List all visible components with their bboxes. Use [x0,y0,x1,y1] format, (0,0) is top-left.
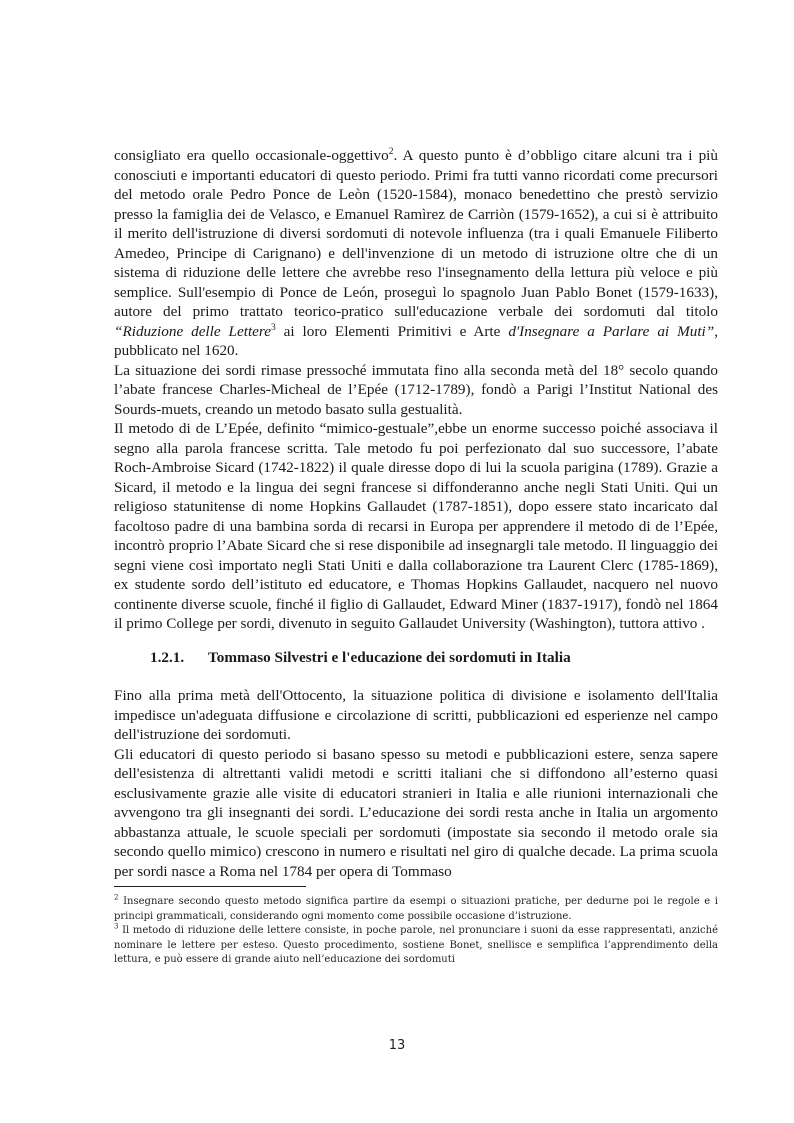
section-title: Tommaso Silvestri e l'educazione dei sordomuti in Italia [208,649,571,666]
paragraph-history-oral-method [114,146,718,361]
footnote-3-text: Il metodo di riduzione delle lettere consiste, in poche parole, nel pronunciare i suoni da esse rappresentati, anziché nominare le lettere per esteso. Questo procedimento, sostiene Bonet, snellisce e semplifica l’apprendimento della lettura, e può essere di grande aiuto nell’educazione dei sordomuti [114,925,718,965]
paragraph-ottocento: Fino alla prima metà dell'Ottocento, la situazione politica di divisione e isolamento dell'Italia impedisce un'adeguata diffusione e circolazione di scritti, pubblicazioni ed esperienze nel campo dell'istruzione dei sordomuti. [114,687,718,743]
book-title-riduzione-end: ere [252,322,272,340]
footnote-2-mark: 2 [114,893,119,902]
paragraph-epee: La situazione dei sordi rimase pressoché immutata fino alla seconda metà del 18° secolo quando l’abate francese Charles-Micheal de l’Epée (1712-1789), fondò a Parigi l’Institut National des Sourds-muets, creando un metodo basato sulla gestualità. [114,361,718,418]
page-number: 13 [388,1038,406,1053]
footnote-2 [114,895,718,924]
footnote-separator [114,886,306,887]
text-run: ai loro Elementi Primitivi e Arte [275,322,509,340]
text-run: consigliato era quello occasionale-oggettivo [114,147,389,164]
section-number: 1.2.1. [150,649,185,666]
footnote-2-text: Insegnare secondo questo metodo significa partire da esempi o situazioni pratiche, per dedurne poi le regole e i principi grammaticali, considerando ogni momento come possibile occasione d’istruzione. [114,896,718,922]
footnote-ref-3[interactable]: 3 [271,322,276,333]
paragraph-educatori: Gli educatori di questo periodo si basano spesso su metodi e pubblicazioni estere, senza sapere dell'esistenza di altrettanti validi metodi e scritti italiani che si diffondono all’esterno quasi esclusivamente grazie alle visite di educatori stranieri in Italia e alle riunioni internazionali che avvengono tra gli insegnanti dei sordi. L’educazione dei sordi resta anche in Italia un argomento abbastanza attuale, le scuole speciali per sordomuti (impostate sia secondo il metodo orale sia secondo quello mimico) crescono in numero e risultati nel giro di qualche decade. La prima scuola per sordi nasce a Roma nel 1784 per opera di Tommaso [114,745,718,880]
footnotes [114,895,718,968]
text-run: . A questo punto è d’obbligo citare alcuni tra i più conosciuti e importanti educatori di questo periodo. Primi fra tutti vanno ricordati come precursori del metodo orale Pedro Ponce de Leòn (1520-1584), monaco benedettino che prestò servizio presso la famiglia dei de Velasco, e Emanuel Ramìrez de Carriòn (1579-1652), a cui si è attribuito il merito dell'istruzione di diversi sordomuti di notevole influenza (tra i quali Emanuele Filiberto Amedeo, Principe di Carignano) e dell'invenzione di un metodo di istruzione oltre che di un sistema di riduzione delle lettere che avrebbe reso l'insegnamento della lettura più veloce e più semplice. Sull'esempio di Ponce de León, proseguì lo spagnolo Juan Pablo Bonet (1579-1633), autore del primo trattato teorico-pratico sull'educazione verbale dei sordomuti dal titolo [114,147,718,320]
footnote-3-mark: 3 [114,922,119,931]
text-run: , pubblicato nel 1620. [114,322,718,359]
section-text [114,686,718,881]
footnote-3 [114,924,718,968]
book-title-riduzione: “Riduzione delle Lett [114,322,253,340]
book-title-arte: d'Insegnare a Parlare ai Muti” [508,322,715,340]
paragraph-mimico-gestuale: Il metodo di de L’Epée, definito “mimico-gestuale”,ebbe un enorme successo poiché associava il segno alla parola francese scritta. Tale metodo fu poi perfezionato dal suo successore, l’abate Roch-Ambroise Sicard (1742-1822) il quale diresse dopo di lui la scuola parigina (1789). Grazie a Sicard, il metodo e la lingua dei segni francese si diffonderanno anche negli Stati Uniti. Qui un religioso statunitense di nome Hopkins Gallaudet (1787-1851), dopo essere stato incaricato dal facoltoso padre di una bambina sorda di recarsi in Europa per apprendere il metodo di de l’Epée, incontrò proprio l’Abate Sicard che si rese disponibile ad insegnargli tale metodo. Il linguaggio dei segni viene così importato negli Stati Uniti e dalla collaborazione tra Laurent Clerc (1785-1869), ex studente sordo dell’istituto ed educatore, e Thomas Hopkins Gallaudet, nacquero nel nuovo continente diverse scuole, finché il figlio di Gallaudet, Edward Miner (1837-1917), fondò nel 1864 il primo College per sordi, divenuto in seguito Gallaudet University (Washington), tuttora attivo . [114,420,718,632]
footnote-ref-2[interactable]: 2 [388,146,394,157]
body-text [114,146,718,634]
section-heading [150,649,710,667]
